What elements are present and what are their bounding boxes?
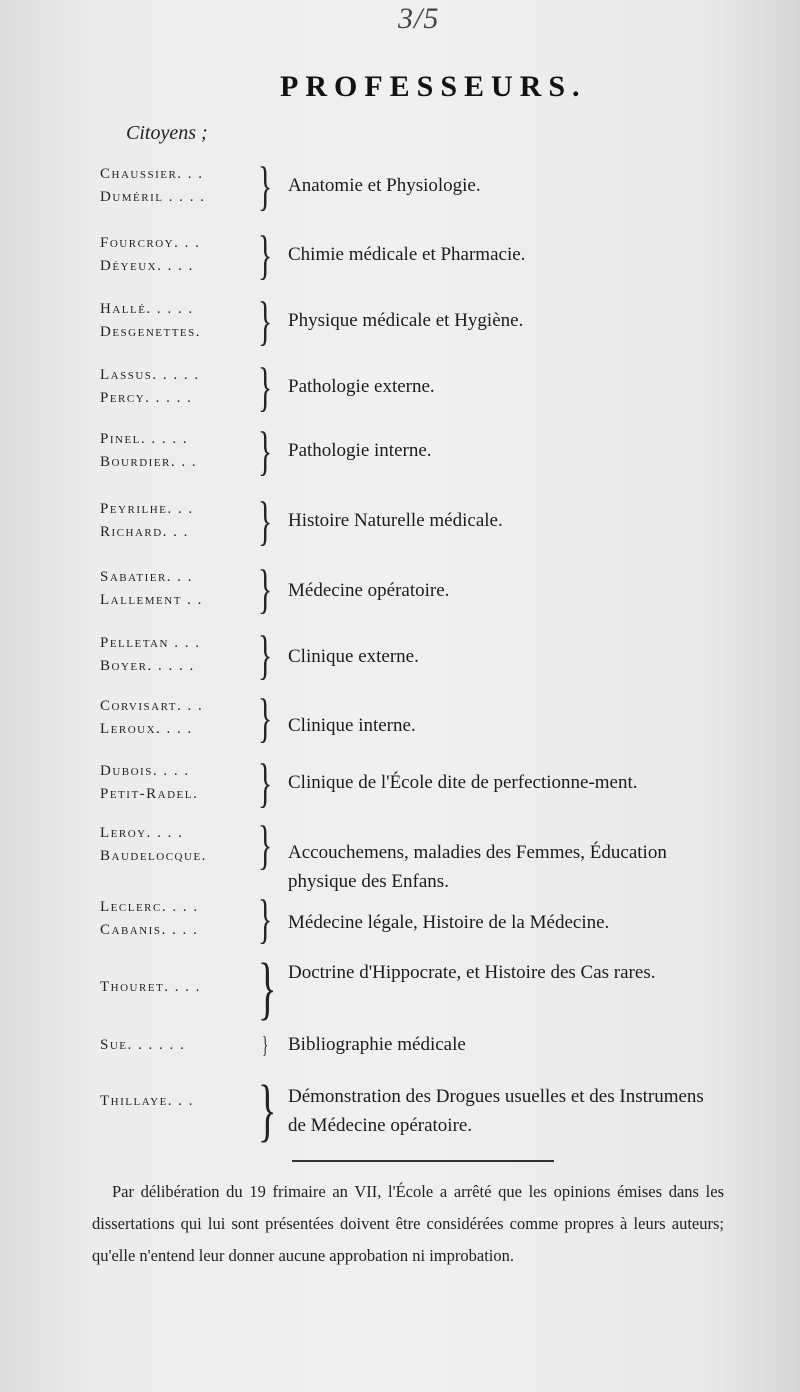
disclaimer-notice: Par délibération du 19 frimaire an VII, l'École a arrêté que les opinions émises dans les dissertations qui lui sont présentées doivent être considérées comme propres à leurs auteurs; qu'elle n'entend leur donner aucune approbation ni improbation.: [92, 1182, 724, 1265]
course-subject: Pathologie interne.: [288, 440, 432, 461]
brace-icon: }: [258, 753, 273, 813]
professor-name: Thillaye. . .: [100, 1093, 195, 1109]
course-subject: Chimie médicale et Pharmacie.: [288, 244, 526, 265]
professor-name: Hallé. . . . .: [100, 301, 194, 317]
course-subject: Médecine légale, Histoire de la Médecine.: [288, 912, 610, 933]
professor-name: Chaussier. . .: [100, 166, 204, 182]
brace-icon: }: [258, 559, 273, 619]
professor-name: Dubois. . . .: [100, 763, 190, 779]
professor-name: Petit-Radel.: [100, 786, 199, 802]
brace-icon: }: [258, 156, 273, 216]
professor-name: Thouret. . . .: [100, 979, 202, 995]
brace-icon: }: [258, 421, 273, 481]
page-number-mark: 3/5: [398, 2, 440, 35]
professor-name: Pelletan . . .: [100, 635, 201, 651]
brace-icon: }: [258, 889, 273, 949]
professor-names: [100, 896, 262, 942]
professor-names: [100, 428, 262, 474]
course-subject: Physique médicale et Hygiène.: [288, 310, 524, 331]
brace-icon: }: [258, 625, 273, 685]
professor-names: [100, 232, 262, 278]
professor-names: [100, 498, 262, 544]
professor-name: Baudelocque.: [100, 848, 207, 864]
course-subject: Anatomie et Physiologie.: [288, 175, 481, 196]
brace-icon: }: [258, 225, 273, 285]
professor-names: [100, 976, 262, 999]
professor-name: Leroy. . . .: [100, 825, 184, 841]
course-subject: Histoire Naturelle médicale.: [288, 510, 503, 531]
brace-icon: }: [258, 688, 273, 748]
professor-name: Percy. . . . .: [100, 390, 193, 406]
professor-name: Leroux. . . .: [100, 721, 193, 737]
course-subject: Bibliographie médicale: [288, 1034, 466, 1055]
professor-name: Duméril . . . .: [100, 189, 206, 205]
professor-name: Desgenettes.: [100, 324, 202, 340]
course-subject: Clinique de l'École dite de perfectionne-ment.: [288, 772, 638, 793]
professor-names: [100, 163, 262, 209]
course-subject: Clinique externe.: [288, 646, 419, 667]
professor-names: [100, 1090, 262, 1113]
brace-icon: }: [258, 291, 273, 351]
course-subject: Doctrine d'Hippocrate, et Histoire des Cas rares.: [288, 962, 656, 983]
divider-rule: [292, 1160, 554, 1162]
professor-name: Lallement . .: [100, 592, 203, 608]
professor-names: [100, 632, 262, 678]
professor-names: [100, 1034, 262, 1057]
professor-name: Richard. . .: [100, 524, 189, 540]
professor-name: Pinel. . . . .: [100, 431, 189, 447]
professor-names: [100, 566, 262, 612]
professor-names: [100, 822, 262, 868]
professor-names: [100, 695, 262, 741]
brace-icon: }: [258, 491, 273, 551]
professor-name: Lassus. . . . .: [100, 367, 200, 383]
professor-name: Sabatier. . .: [100, 569, 194, 585]
course-subject: Démonstration des Drogues usuelles et des Instrumens de Médecine opératoire.: [288, 1086, 704, 1136]
brace-icon: }: [262, 1033, 269, 1059]
intro-salutation: Citoyens ;: [126, 122, 208, 144]
professor-name: Bourdier. . .: [100, 454, 198, 470]
professor-name: Fourcroy. . .: [100, 235, 201, 251]
professor-name: Cabanis. . . .: [100, 922, 199, 938]
professor-names: [100, 760, 262, 806]
page-title: PROFESSEURS.: [280, 70, 587, 103]
brace-icon: }: [258, 1072, 277, 1149]
course-subject: Accouchemens, maladies des Femmes, Éducation physique des Enfans.: [288, 842, 667, 892]
course-subject: Médecine opératoire.: [288, 580, 450, 601]
brace-icon: }: [258, 950, 277, 1027]
professor-name: Peyrilhe. . .: [100, 501, 194, 517]
professor-name: Déyeux. . . .: [100, 258, 194, 274]
course-subject: Clinique interne.: [288, 715, 416, 736]
course-subject: Pathologie externe.: [288, 376, 435, 397]
professor-name: Leclerc. . . .: [100, 899, 199, 915]
brace-icon: }: [258, 357, 273, 417]
professor-name: Boyer. . . . .: [100, 658, 195, 674]
professor-names: [100, 364, 262, 410]
professor-name: Corvisart. . .: [100, 698, 204, 714]
professor-names: [100, 298, 262, 344]
brace-icon: }: [258, 815, 273, 875]
professor-name: Sue. . . . . .: [100, 1037, 186, 1053]
